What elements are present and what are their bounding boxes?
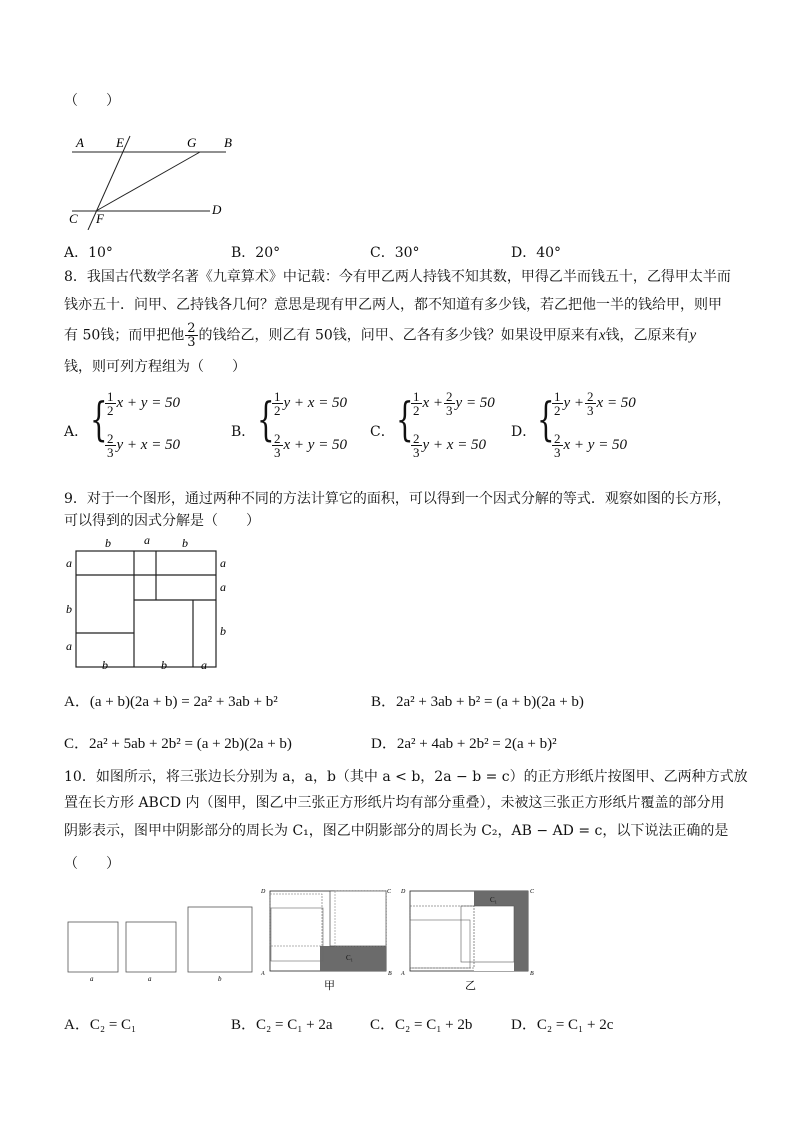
- q9-top-label-b2: b: [182, 536, 188, 550]
- q9-left-label-b: b: [66, 602, 72, 616]
- jia-c1-label: C₁: [346, 954, 354, 962]
- q8-eq2: $\frac{2}{3}$ x + y = 50: [274, 431, 348, 460]
- q8-line3-b: 的钱给乙，则乙有 50钱，问甲、乙各有多少钱？如果设甲原来有: [198, 327, 599, 344]
- q10-figures: [60, 880, 550, 995]
- q9-line2: 可以得到的因式分解是（ ）: [64, 513, 260, 529]
- q9-bottom-label-b2: b: [161, 658, 167, 672]
- jia-label-b: B: [388, 971, 392, 977]
- q8-line2: 钱亦五十．问甲、乙持钱各几何？意思是现有甲乙两人，都不知道有多少钱，若乙把他一半的钱给甲，则甲: [64, 297, 722, 313]
- q10-option-a[interactable]: A．C₂ = C₁: [64, 1017, 137, 1033]
- q8-option-b[interactable]: [231, 388, 391, 474]
- line-gf: [96, 152, 200, 211]
- q10-option-b[interactable]: B．C₂ = C₁ + 2a: [231, 1017, 333, 1033]
- q8-line3-a: 有 50钱；而甲把他: [64, 327, 185, 344]
- q8-line3-c: 钱，乙原来有: [605, 327, 690, 344]
- q8-option-label: B．: [231, 424, 256, 440]
- yi-label-b: B: [530, 971, 534, 977]
- label-f: F: [96, 211, 104, 226]
- square-b-label: b: [218, 975, 222, 983]
- q8-option-label: A．: [64, 424, 89, 440]
- yi-caption: 乙: [465, 980, 476, 992]
- q8-var-x: x: [598, 327, 606, 344]
- label-e: E: [116, 135, 124, 150]
- q8-eq1: $\frac{1}{2}$ x + y = 50: [107, 389, 181, 418]
- q10-option-d[interactable]: D．C₂ = C₁ + 2c: [511, 1017, 614, 1033]
- q9-left-label-a1: a: [66, 556, 72, 570]
- q8-fraction: $\frac{2}{3}$: [187, 321, 196, 350]
- label-c: C: [69, 211, 78, 226]
- figure-yi: [400, 889, 535, 992]
- q9-right-label-a2: a: [220, 580, 226, 594]
- q9-right-label-b: b: [220, 624, 226, 638]
- label-d: D: [212, 202, 222, 217]
- q7-option-d[interactable]: D．40°: [511, 245, 562, 261]
- yi-label-d: D: [401, 889, 406, 895]
- q9-option-a[interactable]: A．(a + b)(2a + b) = 2a² + 3ab + b²: [64, 694, 278, 710]
- q9-top-label-a: a: [144, 535, 150, 547]
- q8-line3: [64, 322, 734, 349]
- q8-eq1: $\frac{1}{2}$ y + x = 50: [274, 389, 348, 418]
- q10-line4: （ ）: [64, 856, 120, 872]
- jia-label-d: D: [261, 889, 266, 895]
- q8-option-c[interactable]: [370, 388, 530, 474]
- label-a: A: [76, 135, 84, 150]
- label-b: B: [224, 135, 232, 150]
- q8-brace: {: [537, 392, 555, 446]
- q8-line4: 钱，则可列方程组为（ ）: [64, 359, 246, 375]
- q7-option-a[interactable]: A．10°: [64, 245, 113, 261]
- q10-line3: 阴影表示，图甲中阴影部分的周长为 C₁，图乙中阴影部分的周长为 C₂，AB − AD = c，以下说法正确的是: [64, 823, 729, 839]
- q7-option-c[interactable]: C．30°: [370, 245, 420, 261]
- q7-option-b[interactable]: B．20°: [231, 245, 281, 261]
- yi-label-c: C: [530, 889, 535, 895]
- q9-left-label-a2: a: [66, 639, 72, 653]
- figure-jia: [260, 889, 392, 992]
- square-a1-label: a: [90, 975, 94, 983]
- q9-line1: 9．对于一个图形，通过两种不同的方法计算它的面积，可以得到一个因式分解的等式．观察如图的长方形，: [64, 491, 731, 507]
- square-b: [188, 907, 252, 972]
- q8-option-label: C．: [370, 424, 395, 440]
- q8-option-d[interactable]: [511, 388, 671, 474]
- jia-label-c: C: [387, 889, 392, 895]
- q8-eq1: $\frac{1}{2}$ x + $\frac{2}{3}$ y = 50: [413, 389, 495, 418]
- yi-label-a: A: [401, 971, 405, 977]
- yi-c1-label: C₁: [490, 896, 498, 904]
- q8-eq2: $\frac{2}{3}$ x + y = 50: [554, 431, 628, 460]
- q8-brace: {: [257, 392, 275, 446]
- q9-bottom-label-a: a: [201, 658, 207, 672]
- q8-eq2: $\frac{2}{3}$ y + x = 50: [107, 431, 181, 460]
- q9-option-c[interactable]: C．2a² + 5ab + 2b² = (a + 2b)(2a + b): [64, 736, 292, 752]
- q9-option-d[interactable]: D．2a² + 4ab + 2b² = 2(a + b)²: [371, 736, 557, 752]
- q9-top-label-b1: b: [105, 536, 111, 550]
- q10-option-c[interactable]: C．C₂ = C₁ + 2b: [370, 1017, 473, 1033]
- q7-figure: [60, 130, 260, 230]
- q10-line1: 10．如图所示，将三张边长分别为 a，a，b（其中 a < b，2a − b = c）的正方形纸片按图甲、乙两种方式放: [64, 769, 748, 785]
- q8-eq1: $\frac{1}{2}$ y + $\frac{2}{3}$ x = 50: [554, 389, 636, 418]
- q8-option-label: D．: [511, 424, 537, 440]
- q9-bottom-label-b1: b: [102, 658, 108, 672]
- q9-rectangle-figure: [60, 535, 240, 675]
- q8-brace: {: [396, 392, 414, 446]
- q8-brace: {: [90, 392, 108, 446]
- jia-label-a: A: [261, 971, 265, 977]
- q7-blank: （ ）: [64, 93, 120, 109]
- square-a1: [68, 922, 118, 972]
- square-a2: [126, 922, 176, 972]
- q8-option-a[interactable]: [64, 388, 224, 474]
- q10-line2: 置在长方形 ABCD 内（图甲，图乙中三张正方形纸片均有部分重叠），未被这三张正方形纸片覆盖的部分用: [64, 795, 725, 811]
- label-g: G: [187, 135, 197, 150]
- jia-caption: 甲: [324, 980, 335, 992]
- q8-var-y: y: [689, 327, 697, 344]
- line-ef: [88, 136, 130, 230]
- q9-right-label-a1: a: [220, 556, 226, 570]
- q9-option-b[interactable]: B．2a² + 3ab + b² = (a + b)(2a + b): [371, 694, 584, 710]
- q8-eq2: $\frac{2}{3}$ y + x = 50: [413, 431, 487, 460]
- q8-line1: 8．我国古代数学名著《九章算术》中记载：今有甲乙两人持钱不知其数，甲得乙半而钱五十，乙得甲太半而: [64, 269, 731, 285]
- square-a2-label: a: [148, 975, 152, 983]
